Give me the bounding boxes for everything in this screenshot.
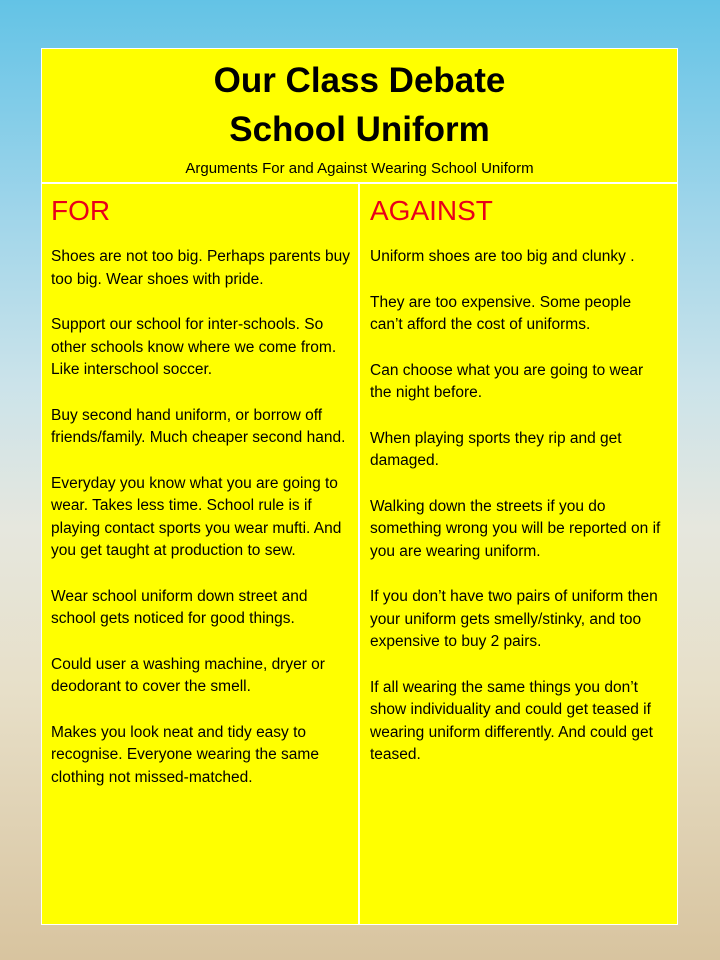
argument-columns [42,184,677,924]
for-argument: Could user a washing machine, dryer or deodorant to cover the smell. [51,655,325,695]
against-argument: Can choose what you are going to wear the night before. [370,361,644,401]
against-argument: Uniform shoes are too big and clunky . [370,248,635,265]
for-argument: Support our school for inter-schools. So other schools know where we come from. Like interschool soccer. [51,316,337,378]
for-argument: Makes you look neat and tidy easy to recognise. Everyone wearing the same clothing not missed-matched. [51,723,319,786]
for-argument: Everyday you know what you are going to wear. Takes less time. School rule is if playing contact sports you wear mufti. And you get taught at production to sew. [51,474,342,559]
for-argument: Wear school uniform down street and school gets noticed for good things. [51,587,308,627]
against-column [360,184,677,924]
for-argument: Shoes are not too big. Perhaps parents buy too big. Wear shoes with pride. [51,248,351,288]
for-argument: Buy second hand uniform, or borrow off friends/family. Much cheaper second hand. [51,406,346,446]
against-argument: When playing sports they rip and get damaged. [370,429,622,469]
for-column [42,184,360,924]
slide-subtitle: Arguments For and Against Wearing School Uniform [185,160,534,177]
against-argument: They are too expensive. Some people can’t afford the cost of uniforms. [370,293,632,333]
slide-title: Our Class Debate [213,61,506,100]
table-header [42,49,677,184]
against-argument: If you don’t have two pairs of uniform then your uniform gets smelly/stinky, and too expensive to buy 2 pairs. [370,588,658,650]
against-heading: AGAINST [370,195,493,226]
for-heading: FOR [51,195,111,226]
debate-table [41,48,678,925]
slide-title-topic: School Uniform [229,110,490,149]
against-argument: If all wearing the same things you don’t show individuality and could get teased if wearing uniform differently. And could get teased. [370,678,653,763]
against-argument: Walking down the streets if you do something wrong you will be reported on if you are wearing uniform. [370,497,661,560]
